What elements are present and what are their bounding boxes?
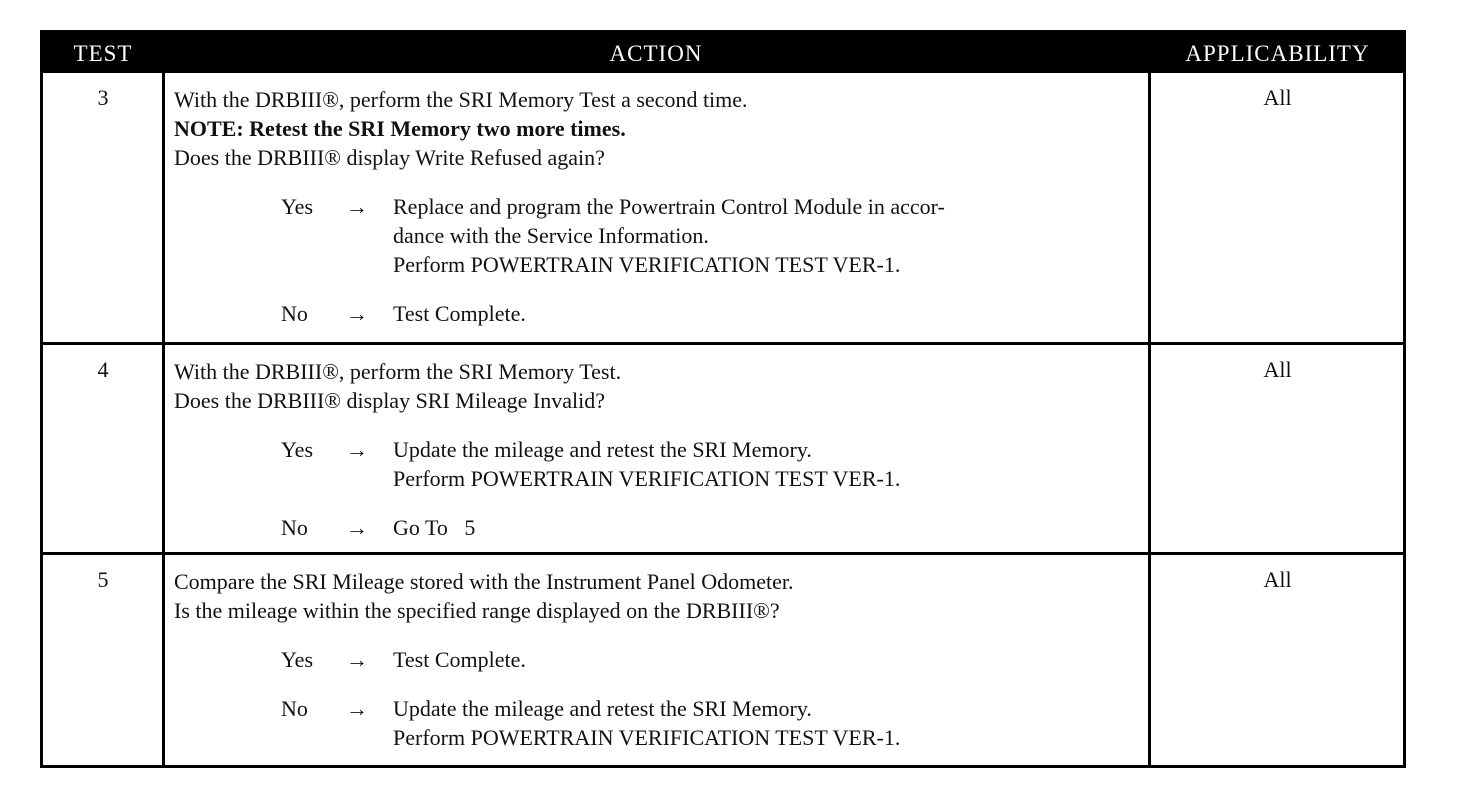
- header-action: ACTION: [609, 41, 703, 66]
- action-question: Does the DRBIII® display SRI Mileage Invalid?: [174, 388, 605, 413]
- yes-text: Update the mileage and retest the SRI Memory.: [393, 437, 812, 462]
- no-text: Go To 5: [393, 515, 476, 540]
- yes-text: Replace and program the Powertrain Control Module in accor-: [393, 194, 945, 219]
- arrow-right-icon: →: [346, 696, 368, 721]
- action-cell: [174, 357, 1149, 542]
- action-cell: [174, 567, 1149, 752]
- no-option: [174, 513, 1149, 542]
- applicability-cell: All: [1263, 85, 1292, 110]
- test-number: 4: [97, 357, 109, 382]
- table-header: [43, 33, 1403, 73]
- arrow-right-icon: →: [346, 437, 368, 462]
- header-applicability: APPLICABILITY: [1185, 41, 1370, 66]
- no-option: [174, 694, 1149, 752]
- no-label: No: [281, 515, 308, 540]
- header-test: TEST: [73, 41, 133, 66]
- no-text: Update the mileage and retest the SRI Memory.: [393, 696, 812, 721]
- no-label: No: [281, 696, 308, 721]
- arrow-right-icon: →: [346, 194, 368, 219]
- action-question: Is the mileage within the specified range displayed on the DRBIII®?: [174, 598, 780, 623]
- yes-label: Yes: [281, 437, 314, 462]
- yes-text: Perform POWERTRAIN VERIFICATION TEST VER-1.: [393, 252, 901, 277]
- test-number: 3: [97, 85, 109, 110]
- yes-label: Yes: [281, 647, 314, 672]
- table-row: [43, 73, 1403, 343]
- yes-text: Test Complete.: [393, 647, 526, 672]
- applicability-cell: All: [1263, 357, 1292, 382]
- yes-option: [174, 192, 1149, 279]
- yes-label: Yes: [281, 194, 314, 219]
- action-line: With the DRBIII®, perform the SRI Memory Test.: [174, 359, 622, 384]
- no-option: [174, 299, 1149, 328]
- yes-option: [174, 435, 1149, 493]
- no-label: No: [281, 301, 308, 326]
- yes-text: Perform POWERTRAIN VERIFICATION TEST VER-1.: [393, 466, 901, 491]
- table-row: [43, 555, 1403, 765]
- test-number: 5: [97, 567, 109, 592]
- no-text: Perform POWERTRAIN VERIFICATION TEST VER-1.: [393, 725, 901, 750]
- no-text: Test Complete.: [393, 301, 526, 326]
- table-row: [43, 345, 1403, 552]
- arrow-right-icon: →: [346, 647, 368, 672]
- arrow-right-icon: →: [346, 515, 368, 540]
- action-cell: [174, 85, 1149, 328]
- yes-text: dance with the Service Information.: [393, 223, 709, 248]
- action-note: NOTE: Retest the SRI Memory two more times.: [174, 116, 626, 141]
- action-line: Compare the SRI Mileage stored with the Instrument Panel Odometer.: [174, 569, 794, 594]
- arrow-right-icon: →: [346, 301, 368, 326]
- applicability-cell: All: [1263, 567, 1292, 592]
- test-table: [40, 30, 1406, 768]
- yes-option: [174, 645, 1149, 674]
- action-line: With the DRBIII®, perform the SRI Memory Test a second time.: [174, 87, 748, 112]
- action-question: Does the DRBIII® display Write Refused again?: [174, 145, 605, 170]
